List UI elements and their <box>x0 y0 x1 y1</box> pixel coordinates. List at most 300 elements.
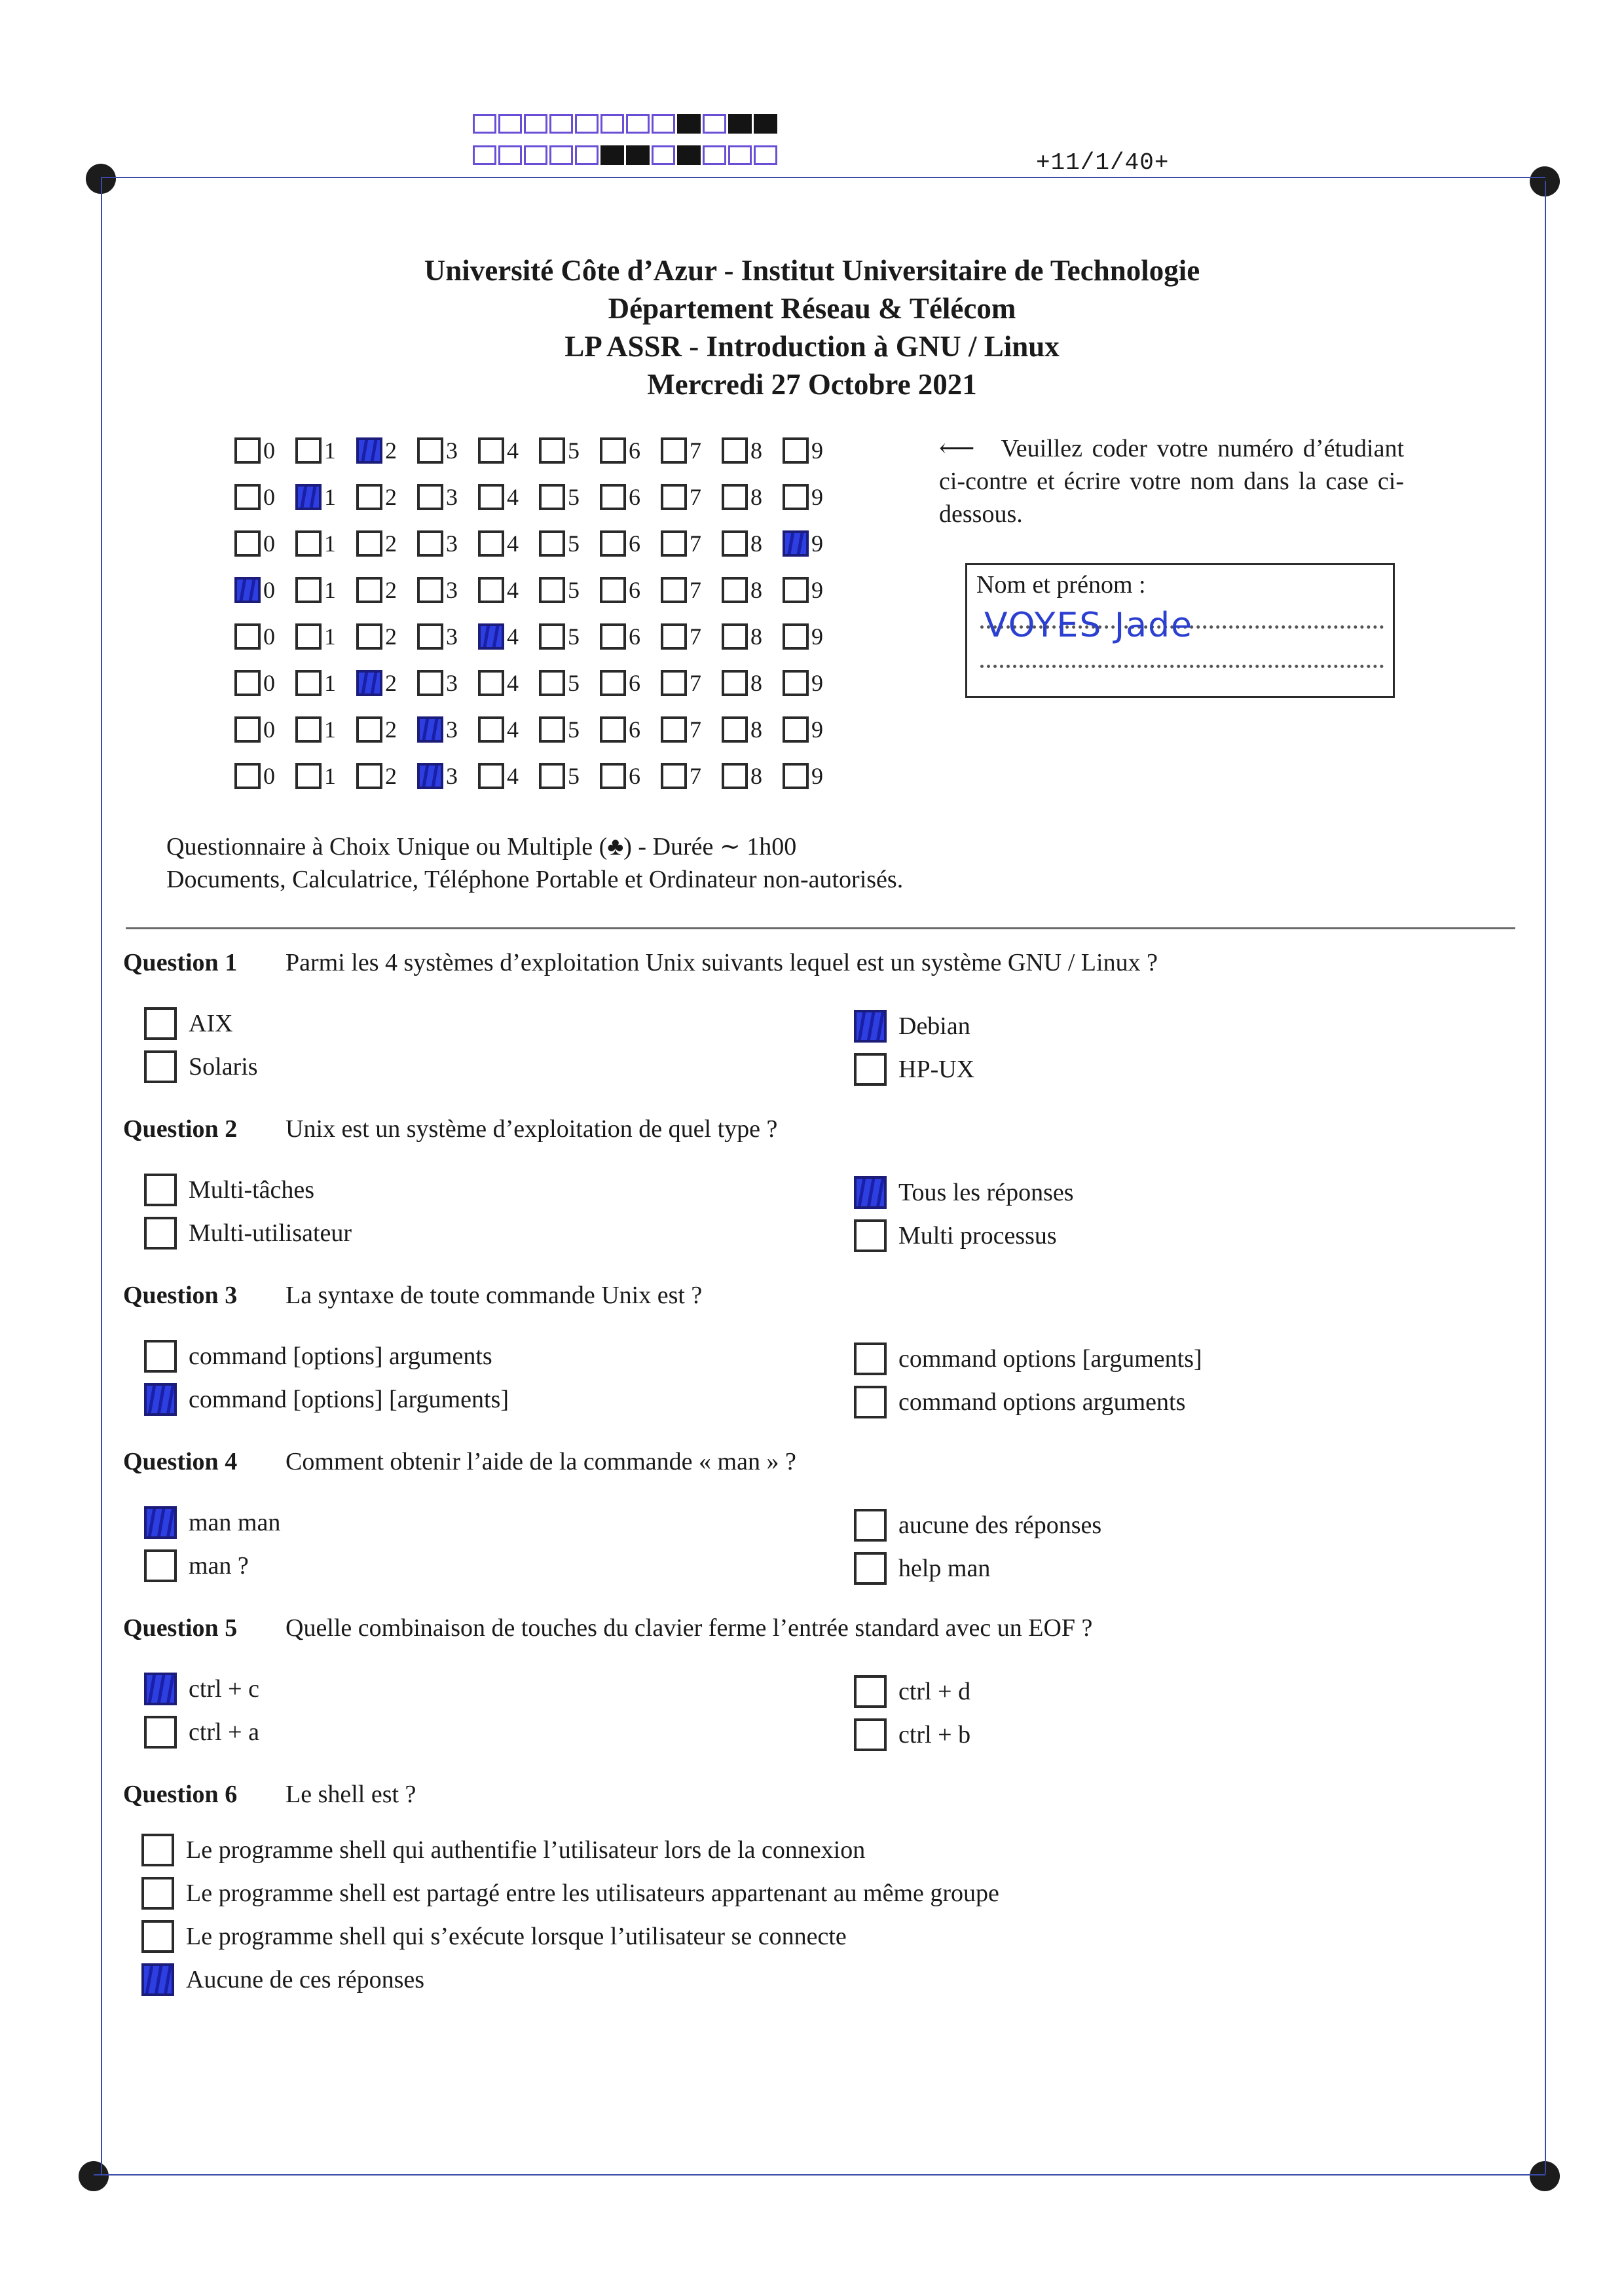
student-id-cell <box>661 437 722 464</box>
student-id-cell <box>417 669 478 697</box>
digit-checkbox[interactable] <box>783 577 809 603</box>
student-id-cell <box>539 437 600 464</box>
digit-checkbox[interactable] <box>234 530 261 557</box>
student-id-cell <box>600 762 661 790</box>
student-id-cell <box>722 576 783 604</box>
student-id-cell <box>722 669 783 697</box>
question-text: Le shell est ? <box>286 1781 416 1808</box>
digit-label: 6 <box>629 623 640 650</box>
digit-checkbox[interactable] <box>417 577 443 603</box>
frame-bottom <box>94 2174 1545 2176</box>
digit-checkbox[interactable] <box>478 623 504 650</box>
digit-checkbox[interactable] <box>356 623 382 650</box>
digit-checkbox[interactable] <box>661 577 687 603</box>
digit-label: 4 <box>507 669 519 696</box>
digit-label: 0 <box>263 762 275 789</box>
digit-checkbox[interactable] <box>417 716 443 743</box>
answer-option[interactable] <box>854 1552 990 1585</box>
digit-checkbox[interactable] <box>600 437 626 464</box>
answer-option[interactable] <box>144 1050 258 1083</box>
digit-checkbox[interactable] <box>478 716 504 743</box>
digit-checkbox[interactable] <box>417 763 443 789</box>
student-id-cell <box>295 669 356 697</box>
student-id-cell <box>539 716 600 743</box>
answer-option[interactable] <box>144 1716 259 1749</box>
student-id-cell <box>722 716 783 743</box>
digit-checkbox[interactable] <box>783 437 809 464</box>
code-bar-cell <box>600 114 624 134</box>
digit-checkbox[interactable] <box>783 530 809 557</box>
page-header <box>0 251 1624 403</box>
digit-label: 8 <box>750 437 762 464</box>
digit-checkbox[interactable] <box>417 623 443 650</box>
answer-checkbox[interactable] <box>141 1920 174 1953</box>
digit-checkbox[interactable] <box>356 763 382 789</box>
student-id-cell <box>722 530 783 557</box>
answer-option[interactable] <box>854 1675 970 1708</box>
code-bar-cell <box>728 114 752 134</box>
answer-checkbox[interactable] <box>141 1877 174 1910</box>
student-id-row <box>234 427 843 473</box>
digit-label: 0 <box>263 623 275 650</box>
answer-checkbox[interactable] <box>854 1552 887 1585</box>
name-label: Nom et prénom : <box>976 571 1146 599</box>
digit-checkbox[interactable] <box>478 484 504 510</box>
digit-checkbox[interactable] <box>661 670 687 696</box>
digit-label: 4 <box>507 483 519 510</box>
answer-option[interactable] <box>144 1383 509 1416</box>
digit-label: 3 <box>446 576 458 603</box>
digit-checkbox[interactable] <box>356 577 382 603</box>
student-id-cell <box>783 762 843 790</box>
answer-option[interactable] <box>141 1920 847 1953</box>
student-id-cell <box>722 623 783 650</box>
digit-label: 6 <box>629 483 640 510</box>
digit-checkbox[interactable] <box>783 670 809 696</box>
digit-checkbox[interactable] <box>539 530 565 557</box>
digit-checkbox[interactable] <box>234 437 261 464</box>
answer-label: help man <box>898 1555 991 1582</box>
digit-checkbox[interactable] <box>234 716 261 743</box>
digit-checkbox[interactable] <box>539 763 565 789</box>
digit-label: 5 <box>568 483 580 510</box>
digit-checkbox[interactable] <box>661 716 687 743</box>
digit-checkbox[interactable] <box>661 437 687 464</box>
digit-checkbox[interactable] <box>356 716 382 743</box>
student-id-row <box>234 566 843 613</box>
answer-checkbox[interactable] <box>854 1176 887 1209</box>
student-id-cell <box>234 576 295 604</box>
digit-checkbox[interactable] <box>356 670 382 696</box>
frame-left <box>101 178 102 2174</box>
digit-checkbox[interactable] <box>539 484 565 510</box>
digit-label: 9 <box>811 437 823 464</box>
digit-label: 2 <box>385 576 397 603</box>
student-id-cell <box>600 623 661 650</box>
digit-label: 5 <box>568 576 580 603</box>
digit-checkbox[interactable] <box>295 716 322 743</box>
student-id-cell <box>783 623 843 650</box>
digit-checkbox[interactable] <box>417 530 443 557</box>
answer-checkbox[interactable] <box>144 1716 177 1749</box>
student-id-cell <box>661 716 722 743</box>
digit-label: 3 <box>446 437 458 464</box>
student-id-cell <box>234 530 295 557</box>
digit-checkbox[interactable] <box>783 716 809 743</box>
student-id-cell <box>478 576 539 604</box>
digit-checkbox[interactable] <box>722 763 748 789</box>
digit-checkbox[interactable] <box>417 437 443 464</box>
student-id-cell <box>295 483 356 511</box>
digit-checkbox[interactable] <box>783 623 809 650</box>
digit-checkbox[interactable] <box>600 716 626 743</box>
digit-label: 6 <box>629 762 640 789</box>
question-title <box>123 1447 796 1476</box>
student-id-cell <box>661 576 722 604</box>
student-id-cell <box>356 716 417 743</box>
student-id-row <box>234 659 843 706</box>
answer-option[interactable] <box>854 1386 1185 1418</box>
answer-checkbox[interactable] <box>854 1053 887 1086</box>
digit-checkbox[interactable] <box>478 437 504 464</box>
answer-label: Le programme shell qui s’exécute lorsque l’utilisateur se connecte <box>186 1923 847 1950</box>
digit-label: 7 <box>690 437 701 464</box>
question-text: Parmi les 4 systèmes d’exploitation Unix suivants lequel est un système GNU / Linux ? <box>286 949 1158 976</box>
answer-label: ctrl + b <box>898 1721 971 1749</box>
student-id-cell <box>539 669 600 697</box>
page-code-bar-2 <box>473 145 779 165</box>
answer-label: man man <box>189 1509 281 1536</box>
page-code-bar-1 <box>473 114 779 134</box>
student-id-cell <box>600 576 661 604</box>
name-field[interactable] <box>965 563 1395 698</box>
answer-option[interactable] <box>144 1506 280 1539</box>
digit-label: 6 <box>629 669 640 696</box>
digit-checkbox[interactable] <box>539 670 565 696</box>
student-id-row <box>234 752 843 799</box>
digit-checkbox[interactable] <box>722 670 748 696</box>
answer-checkbox[interactable] <box>854 1509 887 1542</box>
digit-checkbox[interactable] <box>478 530 504 557</box>
student-id-cell <box>600 716 661 743</box>
digit-checkbox[interactable] <box>539 577 565 603</box>
digit-checkbox[interactable] <box>722 484 748 510</box>
digit-checkbox[interactable] <box>234 577 261 603</box>
answer-label: Multi-tâches <box>189 1176 315 1204</box>
digit-checkbox[interactable] <box>234 484 261 510</box>
digit-checkbox[interactable] <box>295 437 322 464</box>
answer-label: ctrl + d <box>898 1678 971 1705</box>
student-id-cell <box>295 762 356 790</box>
instructions <box>939 432 1404 530</box>
digit-checkbox[interactable] <box>295 623 322 650</box>
digit-label: 1 <box>324 623 336 650</box>
frame-top <box>101 177 1545 178</box>
student-id-cell <box>783 576 843 604</box>
answer-option[interactable] <box>854 1718 970 1751</box>
student-id-cell <box>600 530 661 557</box>
digit-label: 8 <box>750 530 762 557</box>
digit-checkbox[interactable] <box>417 670 443 696</box>
left-arrow-icon: ⟵ <box>939 435 975 462</box>
student-id-cell <box>478 762 539 790</box>
student-id-cell <box>417 762 478 790</box>
digit-label: 2 <box>385 762 397 789</box>
answer-option[interactable] <box>144 1007 233 1040</box>
digit-label: 9 <box>811 716 823 743</box>
digit-checkbox[interactable] <box>356 437 382 464</box>
digit-label: 4 <box>507 762 519 789</box>
digit-label: 2 <box>385 716 397 743</box>
digit-checkbox[interactable] <box>478 577 504 603</box>
answer-checkbox[interactable] <box>854 1342 887 1375</box>
digit-label: 8 <box>750 576 762 603</box>
digit-checkbox[interactable] <box>722 716 748 743</box>
code-bar-cell <box>754 114 777 134</box>
digit-checkbox[interactable] <box>661 530 687 557</box>
answer-option[interactable] <box>144 1673 259 1705</box>
student-id-cell <box>417 623 478 650</box>
digit-label: 8 <box>750 669 762 696</box>
digit-label: 2 <box>385 483 397 510</box>
student-id-cell <box>417 716 478 743</box>
answer-option[interactable] <box>144 1217 352 1250</box>
student-id-row <box>234 473 843 520</box>
digit-checkbox[interactable] <box>234 670 261 696</box>
student-id-cell <box>539 623 600 650</box>
question-title <box>123 1281 702 1310</box>
student-id-cell <box>356 623 417 650</box>
header-course: LP ASSR - Introduction à GNU / Linux <box>564 330 1060 363</box>
question-label: Question 6 <box>123 1781 238 1808</box>
answer-checkbox[interactable] <box>854 1386 887 1418</box>
digit-checkbox[interactable] <box>478 763 504 789</box>
answer-checkbox[interactable] <box>144 1673 177 1705</box>
digit-checkbox[interactable] <box>539 716 565 743</box>
student-id-cell <box>722 437 783 464</box>
digit-checkbox[interactable] <box>722 437 748 464</box>
student-id-cell <box>600 669 661 697</box>
student-id-cell <box>356 437 417 464</box>
digit-label: 9 <box>811 762 823 789</box>
question-title <box>123 1115 777 1143</box>
student-id-cell <box>356 669 417 697</box>
digit-checkbox[interactable] <box>356 484 382 510</box>
student-id-cell <box>234 437 295 464</box>
digit-checkbox[interactable] <box>722 577 748 603</box>
student-id-cell <box>600 483 661 511</box>
answer-checkbox[interactable] <box>144 1007 177 1040</box>
answer-option[interactable] <box>854 1010 970 1043</box>
answer-option[interactable] <box>854 1509 1101 1542</box>
digit-checkbox[interactable] <box>600 530 626 557</box>
student-id-row <box>234 613 843 659</box>
code-bar-cell <box>575 145 599 165</box>
digit-label: 1 <box>324 716 336 743</box>
digit-checkbox[interactable] <box>295 763 322 789</box>
answer-option[interactable] <box>144 1340 492 1373</box>
digit-label: 3 <box>446 623 458 650</box>
answer-checkbox[interactable] <box>144 1383 177 1416</box>
digit-checkbox[interactable] <box>295 530 322 557</box>
answer-label: Le programme shell qui authentifie l’utilisateur lors de la connexion <box>186 1836 866 1864</box>
digit-checkbox[interactable] <box>661 484 687 510</box>
answer-option[interactable] <box>141 1834 865 1866</box>
answer-checkbox[interactable] <box>144 1340 177 1373</box>
question-text: La syntaxe de toute commande Unix est ? <box>286 1282 703 1309</box>
digit-label: 0 <box>263 437 275 464</box>
answer-option[interactable] <box>141 1877 999 1910</box>
answer-label: man ? <box>189 1552 249 1580</box>
answer-checkbox[interactable] <box>144 1217 177 1250</box>
student-id-cell <box>539 576 600 604</box>
student-id-cell <box>295 623 356 650</box>
digit-label: 7 <box>690 716 701 743</box>
exam-notes-line-1: Questionnaire à Choix Unique ou Multiple (♣) - Durée ∼ 1h00 <box>166 833 797 861</box>
digit-checkbox[interactable] <box>234 763 261 789</box>
digit-checkbox[interactable] <box>295 577 322 603</box>
code-bar-cell <box>524 114 547 134</box>
question-label: Question 5 <box>123 1614 238 1642</box>
answer-checkbox[interactable] <box>854 1219 887 1252</box>
student-id-cell <box>539 483 600 511</box>
student-id-cell <box>356 483 417 511</box>
question-title <box>123 1780 416 1809</box>
answer-checkbox[interactable] <box>144 1050 177 1083</box>
question-title <box>123 1614 1092 1642</box>
digit-checkbox[interactable] <box>783 484 809 510</box>
digit-label: 7 <box>690 576 701 603</box>
digit-label: 2 <box>385 530 397 557</box>
header-university: Université Côte d’Azur - Institut Universitaire de Technologie <box>424 254 1200 287</box>
answer-checkbox[interactable] <box>141 1834 174 1866</box>
digit-label: 5 <box>568 669 580 696</box>
student-id-cell <box>417 576 478 604</box>
page-code-label: +11/1/40+ <box>1036 149 1170 176</box>
answer-label: command options arguments <box>898 1388 1186 1416</box>
answer-checkbox[interactable] <box>144 1174 177 1206</box>
code-bar-cell <box>473 114 496 134</box>
digit-checkbox[interactable] <box>600 623 626 650</box>
code-bar-cell <box>549 145 573 165</box>
exam-notes <box>166 830 903 896</box>
answer-label: ctrl + a <box>189 1718 259 1746</box>
digit-label: 3 <box>446 530 458 557</box>
student-id-cell <box>722 483 783 511</box>
student-id-cell <box>661 762 722 790</box>
answer-option[interactable] <box>854 1053 974 1086</box>
answer-checkbox[interactable] <box>854 1675 887 1708</box>
digit-label: 1 <box>324 530 336 557</box>
digit-label: 6 <box>629 576 640 603</box>
digit-label: 5 <box>568 762 580 789</box>
student-id-cell <box>417 483 478 511</box>
answer-label: command [options] [arguments] <box>189 1386 509 1413</box>
digit-label: 6 <box>629 530 640 557</box>
student-id-cell <box>661 483 722 511</box>
digit-label: 8 <box>750 483 762 510</box>
digit-checkbox[interactable] <box>478 670 504 696</box>
separator <box>126 927 1515 929</box>
digit-label: 5 <box>568 437 580 464</box>
digit-label: 7 <box>690 762 701 789</box>
student-id-cell <box>783 483 843 511</box>
question-text: Quelle combinaison de touches du clavier ferme l’entrée standard avec un EOF ? <box>286 1614 1093 1642</box>
answer-checkbox[interactable] <box>144 1506 177 1539</box>
digit-label: 4 <box>507 530 519 557</box>
digit-checkbox[interactable] <box>600 763 626 789</box>
name-line-2 <box>980 665 1384 668</box>
answer-option[interactable] <box>144 1549 249 1582</box>
answer-checkbox[interactable] <box>854 1010 887 1043</box>
digit-checkbox[interactable] <box>600 577 626 603</box>
digit-checkbox[interactable] <box>783 763 809 789</box>
student-id-cell <box>234 716 295 743</box>
digit-label: 9 <box>811 576 823 603</box>
student-id-cell <box>417 530 478 557</box>
digit-label: 7 <box>690 530 701 557</box>
digit-checkbox[interactable] <box>539 437 565 464</box>
answer-option[interactable] <box>854 1219 1057 1252</box>
digit-checkbox[interactable] <box>539 623 565 650</box>
digit-label: 3 <box>446 483 458 510</box>
code-bar-cell <box>677 145 701 165</box>
answer-option[interactable] <box>141 1963 424 1996</box>
answer-checkbox[interactable] <box>141 1963 174 1996</box>
digit-label: 4 <box>507 576 519 603</box>
answer-checkbox[interactable] <box>144 1549 177 1582</box>
answer-checkbox[interactable] <box>854 1718 887 1751</box>
digit-label: 6 <box>629 716 640 743</box>
code-bar-cell <box>524 145 547 165</box>
digit-label: 1 <box>324 762 336 789</box>
answer-option[interactable] <box>854 1176 1074 1209</box>
student-id-cell <box>478 716 539 743</box>
digit-checkbox[interactable] <box>356 530 382 557</box>
answer-label: Aucune de ces réponses <box>186 1966 425 1993</box>
digit-label: 1 <box>324 483 336 510</box>
digit-checkbox[interactable] <box>417 484 443 510</box>
digit-checkbox[interactable] <box>661 623 687 650</box>
digit-label: 2 <box>385 623 397 650</box>
digit-checkbox[interactable] <box>234 623 261 650</box>
digit-checkbox[interactable] <box>600 484 626 510</box>
digit-label: 9 <box>811 623 823 650</box>
digit-label: 0 <box>263 483 275 510</box>
student-id-cell <box>356 576 417 604</box>
student-id-cell <box>356 530 417 557</box>
digit-checkbox[interactable] <box>722 623 748 650</box>
digit-label: 3 <box>446 669 458 696</box>
question-label: Question 2 <box>123 1115 238 1143</box>
digit-label: 0 <box>263 669 275 696</box>
digit-checkbox[interactable] <box>722 530 748 557</box>
code-bar-cell <box>677 114 701 134</box>
student-id-cell <box>356 762 417 790</box>
answer-label: ctrl + c <box>189 1675 259 1703</box>
digit-label: 4 <box>507 623 519 650</box>
digit-label: 7 <box>690 669 701 696</box>
header-department: Département Réseau & Télécom <box>608 292 1016 325</box>
answer-option[interactable] <box>144 1174 314 1206</box>
digit-checkbox[interactable] <box>295 670 322 696</box>
student-id-cell <box>478 437 539 464</box>
digit-checkbox[interactable] <box>661 763 687 789</box>
digit-label: 0 <box>263 530 275 557</box>
digit-checkbox[interactable] <box>295 484 322 510</box>
answer-option[interactable] <box>854 1342 1202 1375</box>
digit-checkbox[interactable] <box>600 670 626 696</box>
